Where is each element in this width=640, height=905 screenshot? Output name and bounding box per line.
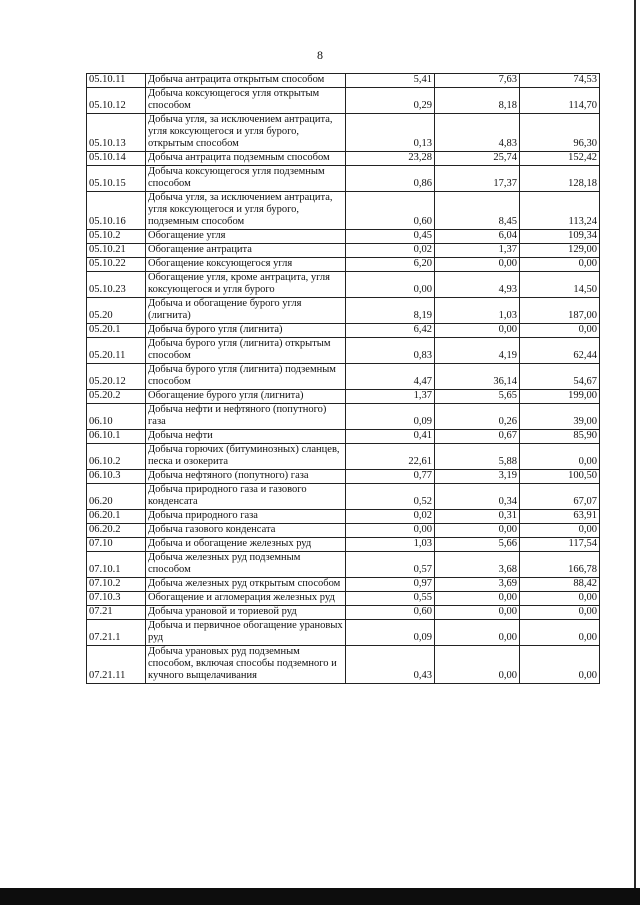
table-row — [87, 538, 600, 552]
name-cell: Добыча железных руд подземным способом — [146, 552, 346, 578]
value-2-cell: 8,18 — [435, 88, 520, 114]
code-cell: 06.10.3 — [87, 470, 146, 484]
code-cell: 06.20 — [87, 484, 146, 510]
value-1-cell: 0,02 — [346, 510, 435, 524]
table-row — [87, 470, 600, 484]
name-cell: Добыча природного газа и газового конденсата — [146, 484, 346, 510]
value-1-cell: 4,47 — [346, 364, 435, 390]
code-cell: 07.21.1 — [87, 620, 146, 646]
code-cell: 05.10.12 — [87, 88, 146, 114]
value-1-cell: 6,20 — [346, 258, 435, 272]
code-cell: 05.20.1 — [87, 324, 146, 338]
name-cell: Добыча нефтяного (попутного) газа — [146, 470, 346, 484]
table-row — [87, 484, 600, 510]
code-cell: 05.20.2 — [87, 390, 146, 404]
value-3-cell: 74,53 — [520, 74, 600, 88]
value-1-cell: 0,43 — [346, 646, 435, 684]
table-row — [87, 592, 600, 606]
page-number: 8 — [317, 48, 323, 62]
scan-bottom-bar — [0, 888, 640, 905]
code-cell: 06.20.2 — [87, 524, 146, 538]
table-row — [87, 258, 600, 272]
name-cell: Добыча нефти и нефтяного (попутного) газа — [146, 404, 346, 430]
value-3-cell: 54,67 — [520, 364, 600, 390]
value-1-cell: 5,41 — [346, 74, 435, 88]
code-cell: 07.21 — [87, 606, 146, 620]
name-cell: Добыча и первичное обогащение урановых руд — [146, 620, 346, 646]
table-row — [87, 510, 600, 524]
value-3-cell: 0,00 — [520, 524, 600, 538]
table-row — [87, 244, 600, 258]
value-3-cell: 117,54 — [520, 538, 600, 552]
name-cell: Добыча угля, за исключением антрацита, угля коксующегося и угля бурого, подземным способом — [146, 192, 346, 230]
table-row — [87, 524, 600, 538]
value-2-cell: 8,45 — [435, 192, 520, 230]
code-cell: 07.10.1 — [87, 552, 146, 578]
value-3-cell: 199,00 — [520, 390, 600, 404]
value-2-cell: 1,37 — [435, 244, 520, 258]
table-row — [87, 606, 600, 620]
value-2-cell: 5,65 — [435, 390, 520, 404]
name-cell: Обогащение бурого угля (лигнита) — [146, 390, 346, 404]
code-cell: 05.10.23 — [87, 272, 146, 298]
code-cell: 06.10 — [87, 404, 146, 430]
value-3-cell: 0,00 — [520, 258, 600, 272]
name-cell: Добыча урановых руд подземным способом, включая способы подземного и кучного выщелачивания — [146, 646, 346, 684]
value-1-cell: 0,52 — [346, 484, 435, 510]
name-cell: Обогащение угля, кроме антрацита, угля коксующегося и угля бурого — [146, 272, 346, 298]
value-3-cell: 114,70 — [520, 88, 600, 114]
table-row — [87, 404, 600, 430]
code-cell: 07.21.11 — [87, 646, 146, 684]
code-cell: 05.10.15 — [87, 166, 146, 192]
value-1-cell: 0,86 — [346, 166, 435, 192]
value-3-cell: 14,50 — [520, 272, 600, 298]
name-cell: Добыча и обогащение железных руд — [146, 538, 346, 552]
code-cell: 06.20.1 — [87, 510, 146, 524]
value-1-cell: 6,42 — [346, 324, 435, 338]
table-row — [87, 88, 600, 114]
table-row — [87, 272, 600, 298]
value-3-cell: 128,18 — [520, 166, 600, 192]
value-3-cell: 152,42 — [520, 152, 600, 166]
value-1-cell: 0,60 — [346, 606, 435, 620]
table-row — [87, 620, 600, 646]
code-cell: 05.10.21 — [87, 244, 146, 258]
value-2-cell: 6,04 — [435, 230, 520, 244]
data-table — [86, 73, 600, 684]
name-cell: Добыча антрацита открытым способом — [146, 74, 346, 88]
value-2-cell: 4,19 — [435, 338, 520, 364]
value-2-cell: 0,00 — [435, 324, 520, 338]
name-cell: Добыча железных руд открытым способом — [146, 578, 346, 592]
value-2-cell: 7,63 — [435, 74, 520, 88]
code-cell: 05.20.12 — [87, 364, 146, 390]
value-2-cell: 0,00 — [435, 646, 520, 684]
value-2-cell: 1,03 — [435, 298, 520, 324]
code-cell: 05.10.2 — [87, 230, 146, 244]
value-1-cell: 0,57 — [346, 552, 435, 578]
code-cell: 05.10.13 — [87, 114, 146, 152]
name-cell: Обогащение коксующегося угля — [146, 258, 346, 272]
value-2-cell: 3,68 — [435, 552, 520, 578]
name-cell: Добыча коксующегося угля подземным способом — [146, 166, 346, 192]
value-2-cell: 3,69 — [435, 578, 520, 592]
name-cell: Обогащение антрацита — [146, 244, 346, 258]
value-1-cell: 0,97 — [346, 578, 435, 592]
table-row — [87, 364, 600, 390]
table-row — [87, 74, 600, 88]
value-1-cell: 0,77 — [346, 470, 435, 484]
name-cell: Добыча бурого угля (лигнита) — [146, 324, 346, 338]
name-cell: Добыча коксующегося угля открытым способом — [146, 88, 346, 114]
code-cell: 07.10.2 — [87, 578, 146, 592]
name-cell: Добыча бурого угля (лигнита) подземным способом — [146, 364, 346, 390]
code-cell: 05.10.16 — [87, 192, 146, 230]
value-2-cell: 5,88 — [435, 444, 520, 470]
code-cell: 05.10.14 — [87, 152, 146, 166]
table-body — [87, 74, 600, 684]
table-row — [87, 390, 600, 404]
value-2-cell: 0,31 — [435, 510, 520, 524]
value-1-cell: 0,55 — [346, 592, 435, 606]
value-3-cell: 113,24 — [520, 192, 600, 230]
value-3-cell: 0,00 — [520, 444, 600, 470]
value-1-cell: 23,28 — [346, 152, 435, 166]
value-1-cell: 0,09 — [346, 620, 435, 646]
name-cell: Добыча угля, за исключением антрацита, угля коксующегося и угля бурого, открытым способом — [146, 114, 346, 152]
code-cell: 06.10.1 — [87, 430, 146, 444]
scan-edge — [634, 0, 636, 888]
name-cell: Добыча газового конденсата — [146, 524, 346, 538]
table-row — [87, 230, 600, 244]
value-2-cell: 0,00 — [435, 524, 520, 538]
value-2-cell: 0,26 — [435, 404, 520, 430]
value-2-cell: 4,93 — [435, 272, 520, 298]
value-1-cell: 0,83 — [346, 338, 435, 364]
name-cell: Добыча антрацита подземным способом — [146, 152, 346, 166]
table-row — [87, 552, 600, 578]
table-row — [87, 166, 600, 192]
table-row — [87, 578, 600, 592]
table-row — [87, 192, 600, 230]
table-row — [87, 430, 600, 444]
value-1-cell: 0,41 — [346, 430, 435, 444]
name-cell: Добыча и обогащение бурого угля (лигнита) — [146, 298, 346, 324]
table-row — [87, 324, 600, 338]
table-row — [87, 338, 600, 364]
name-cell: Обогащение угля — [146, 230, 346, 244]
value-3-cell: 0,00 — [520, 646, 600, 684]
value-2-cell: 25,74 — [435, 152, 520, 166]
name-cell: Добыча нефти — [146, 430, 346, 444]
value-1-cell: 0,00 — [346, 524, 435, 538]
value-2-cell: 5,66 — [435, 538, 520, 552]
name-cell: Добыча бурого угля (лигнита) открытым способом — [146, 338, 346, 364]
code-cell: 07.10 — [87, 538, 146, 552]
table-row — [87, 114, 600, 152]
value-2-cell: 4,83 — [435, 114, 520, 152]
value-3-cell: 39,00 — [520, 404, 600, 430]
name-cell: Добыча природного газа — [146, 510, 346, 524]
code-cell: 07.10.3 — [87, 592, 146, 606]
value-3-cell: 67,07 — [520, 484, 600, 510]
value-1-cell: 0,45 — [346, 230, 435, 244]
code-cell: 06.10.2 — [87, 444, 146, 470]
table-row — [87, 444, 600, 470]
value-2-cell: 3,19 — [435, 470, 520, 484]
value-1-cell: 8,19 — [346, 298, 435, 324]
name-cell: Добыча урановой и ториевой руд — [146, 606, 346, 620]
value-3-cell: 0,00 — [520, 324, 600, 338]
table-row — [87, 152, 600, 166]
value-3-cell: 62,44 — [520, 338, 600, 364]
value-3-cell: 85,90 — [520, 430, 600, 444]
value-2-cell: 0,00 — [435, 592, 520, 606]
value-3-cell: 166,78 — [520, 552, 600, 578]
value-2-cell: 0,34 — [435, 484, 520, 510]
name-cell: Обогащение и агломерация железных руд — [146, 592, 346, 606]
value-1-cell: 1,37 — [346, 390, 435, 404]
value-1-cell: 0,00 — [346, 272, 435, 298]
value-2-cell: 0,67 — [435, 430, 520, 444]
value-2-cell: 36,14 — [435, 364, 520, 390]
table-row — [87, 298, 600, 324]
value-1-cell: 0,13 — [346, 114, 435, 152]
code-cell: 05.10.11 — [87, 74, 146, 88]
value-2-cell: 0,00 — [435, 606, 520, 620]
value-3-cell: 109,34 — [520, 230, 600, 244]
value-3-cell: 0,00 — [520, 592, 600, 606]
value-3-cell: 88,42 — [520, 578, 600, 592]
value-2-cell: 0,00 — [435, 258, 520, 272]
value-3-cell: 63,91 — [520, 510, 600, 524]
value-1-cell: 1,03 — [346, 538, 435, 552]
value-3-cell: 0,00 — [520, 620, 600, 646]
value-3-cell: 187,00 — [520, 298, 600, 324]
value-3-cell: 129,00 — [520, 244, 600, 258]
value-2-cell: 17,37 — [435, 166, 520, 192]
code-cell: 05.20.11 — [87, 338, 146, 364]
value-1-cell: 0,60 — [346, 192, 435, 230]
value-1-cell: 22,61 — [346, 444, 435, 470]
value-1-cell: 0,29 — [346, 88, 435, 114]
value-1-cell: 0,09 — [346, 404, 435, 430]
value-3-cell: 96,30 — [520, 114, 600, 152]
value-1-cell: 0,02 — [346, 244, 435, 258]
name-cell: Добыча горючих (битуминозных) сланцев, песка и озокерита — [146, 444, 346, 470]
code-cell: 05.20 — [87, 298, 146, 324]
code-cell: 05.10.22 — [87, 258, 146, 272]
value-3-cell: 0,00 — [520, 606, 600, 620]
value-3-cell: 100,50 — [520, 470, 600, 484]
value-2-cell: 0,00 — [435, 620, 520, 646]
table-row — [87, 646, 600, 684]
